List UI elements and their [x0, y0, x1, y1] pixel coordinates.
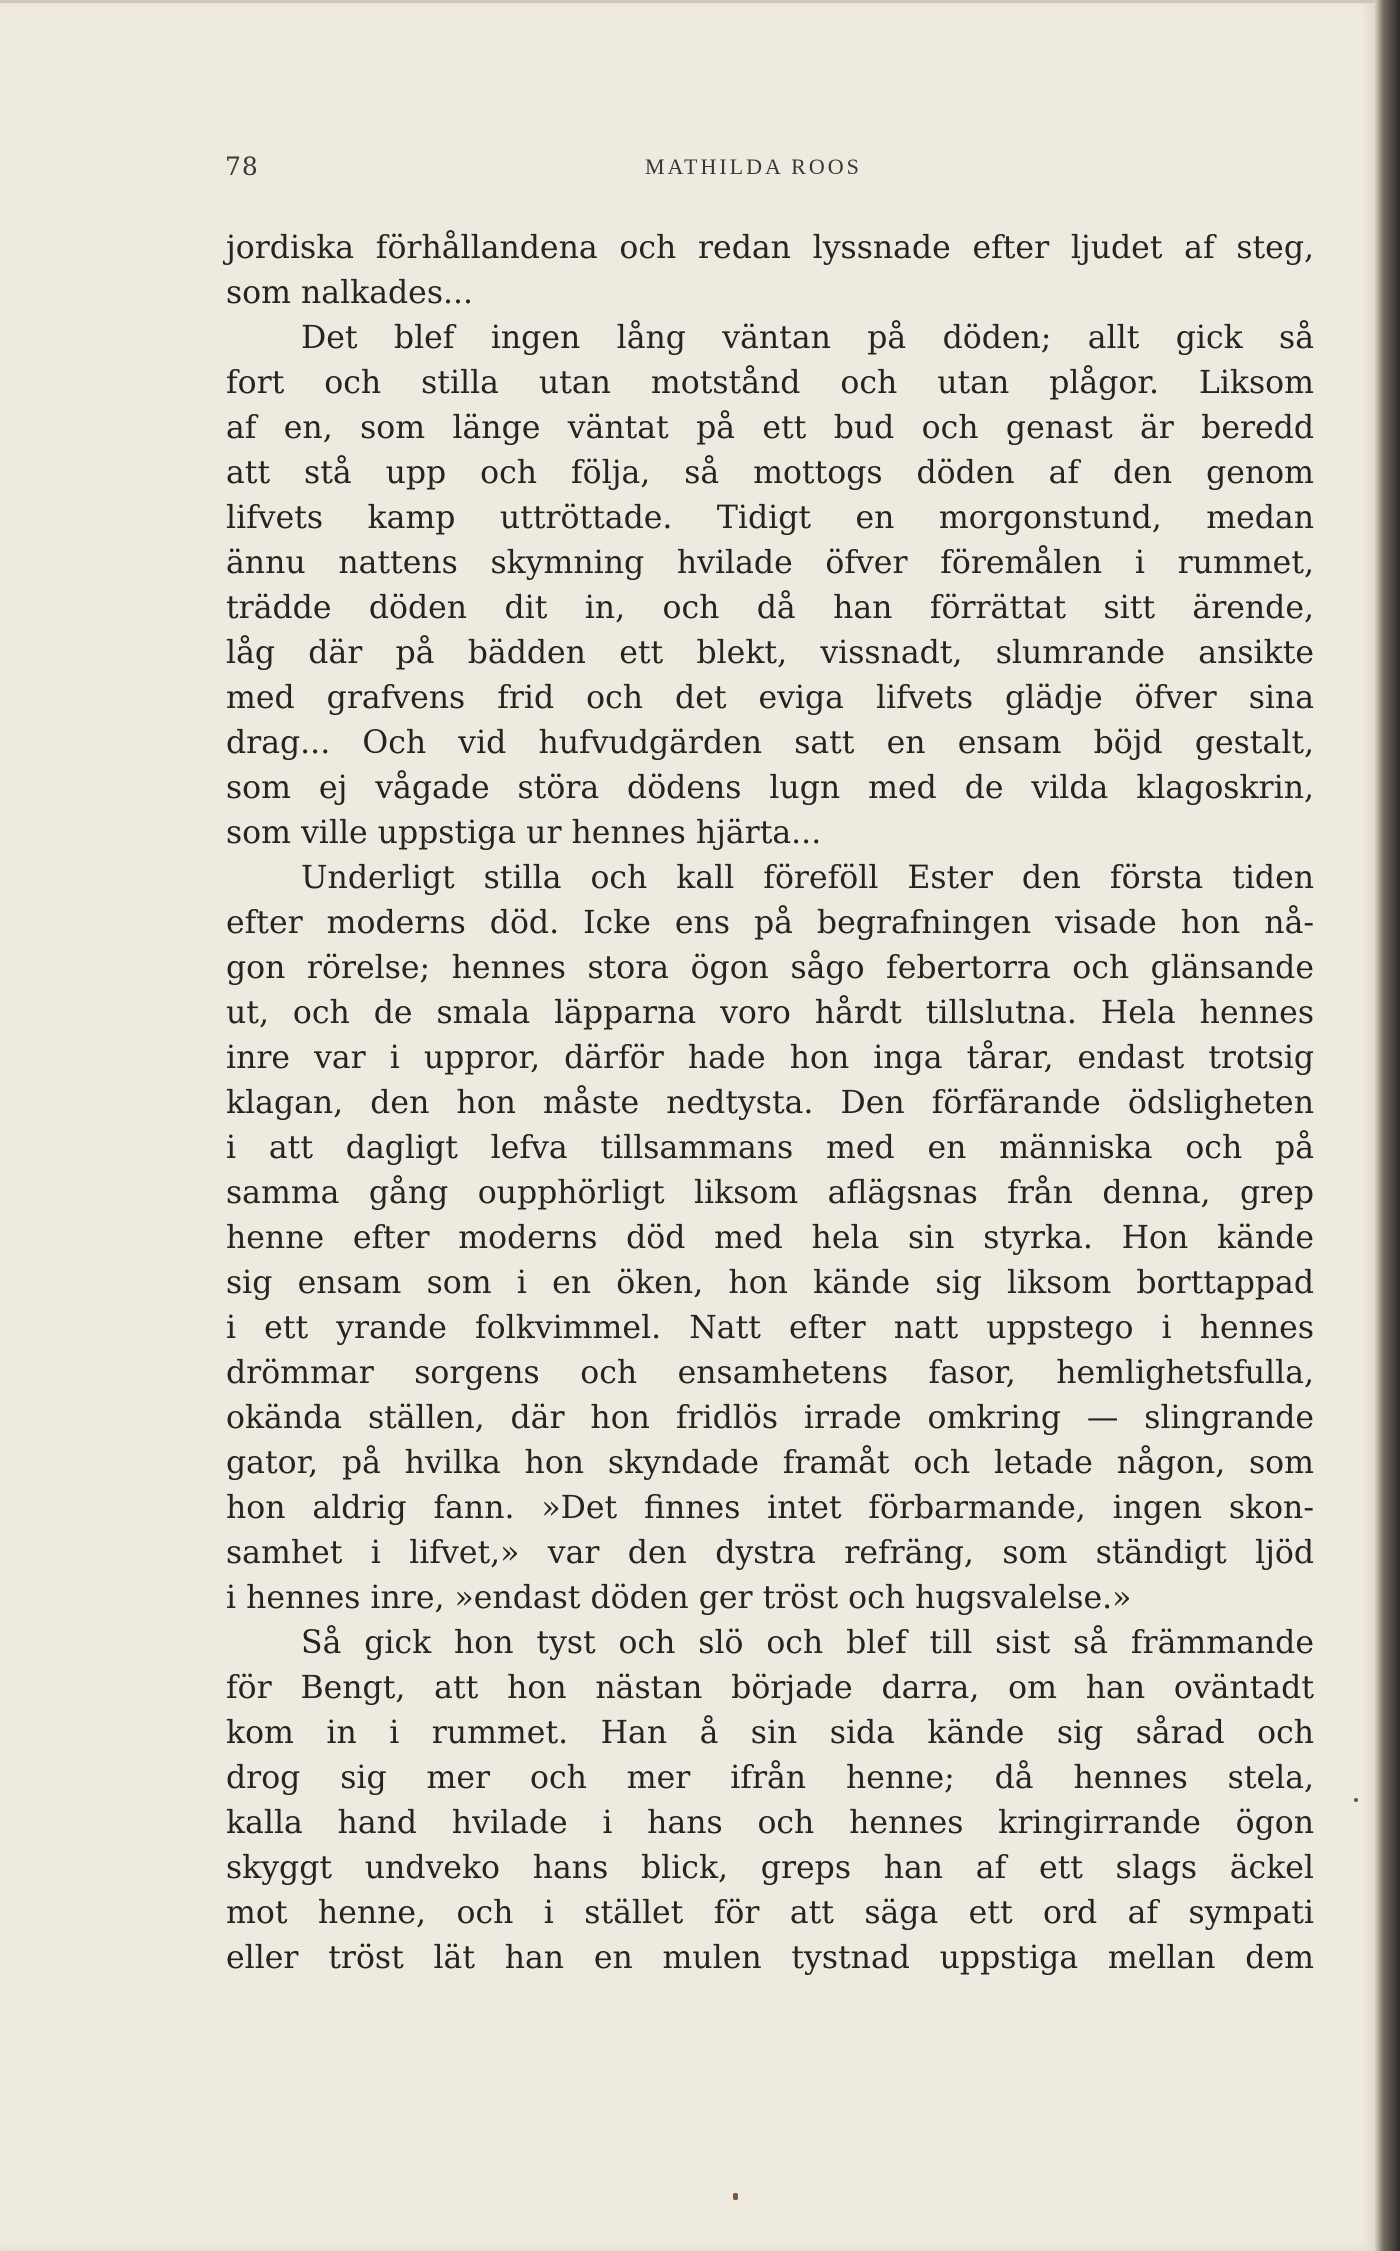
text-line: samma gång oupphörligt liksom aflägsnas från denna, grep — [226, 1175, 1314, 1211]
text-line: ut, och de smala läpparna voro hårdt tillslutna. Hela hennes — [226, 995, 1314, 1031]
text-line: henne efter moderns död med hela sin styrka. Hon kände — [226, 1220, 1314, 1256]
text-line: i hennes inre, »endast döden ger tröst och hugsvalelse.» — [226, 1580, 1132, 1616]
text-line: gator, på hvilka hon skyndade framåt och letade någon, som — [226, 1445, 1314, 1481]
text-line: jordiska förhållandena och redan lyssnade efter ljudet af steg, — [226, 230, 1314, 266]
text-line: fort och stilla utan motstånd och utan plågor. Liksom — [226, 365, 1314, 401]
text-line: låg där på bädden ett blekt, vissnadt, slumrande ansikte — [226, 635, 1314, 671]
text-line: ännu nattens skymning hvilade öfver föremålen i rummet, — [226, 545, 1314, 581]
text-line: med grafvens frid och det eviga lifvets glädje öfver sina — [226, 680, 1314, 716]
page-top-edge — [0, 0, 1375, 3]
page-binding-edge — [1375, 0, 1400, 2251]
paper-speck — [733, 2193, 738, 2200]
text-line: som nalkades... — [226, 275, 474, 311]
text-line: hon aldrig fann. »Det finnes intet förbarmande, ingen skon- — [226, 1490, 1314, 1526]
body-text — [226, 226, 1314, 1981]
text-line: Så gick hon tyst och slö och blef till sist så främmande — [301, 1625, 1314, 1661]
text-line: samhet i lifvet,» var den dystra refräng, som ständigt ljöd — [226, 1535, 1314, 1571]
text-line: drog sig mer och mer ifrån henne; då hennes stela, — [226, 1760, 1314, 1796]
page-number: 78 — [225, 152, 259, 181]
text-line: i att dagligt lefva tillsammans med en människa och på — [226, 1130, 1314, 1166]
running-title: MATHILDA ROOS — [645, 154, 862, 179]
text-line: sig ensam som i en öken, hon kände sig liksom borttappad — [226, 1265, 1314, 1301]
text-line: som ej vågade störa dödens lugn med de vilda klagoskrin, — [226, 770, 1314, 806]
text-line: kalla hand hvilade i hans och hennes kringirrande ögon — [226, 1805, 1314, 1841]
paper-speck — [1354, 1798, 1358, 1802]
text-line: Det blef ingen lång väntan på döden; allt gick så — [301, 320, 1314, 356]
text-line: efter moderns död. Icke ens på begrafningen visade hon nå- — [226, 905, 1314, 941]
text-line: i ett yrande folkvimmel. Natt efter natt uppstego i hennes — [226, 1310, 1314, 1346]
text-line: trädde döden dit in, och då han förrättat sitt ärende, — [226, 590, 1314, 626]
text-line: som ville uppstiga ur hennes hjärta... — [226, 815, 822, 851]
text-line: för Bengt, att hon nästan började darra, om han oväntadt — [226, 1670, 1314, 1706]
text-line: mot henne, och i stället för att säga ett ord af sympati — [226, 1895, 1314, 1931]
text-line: eller tröst lät han en mulen tystnad uppstiga mellan dem — [226, 1940, 1314, 1976]
text-line: Underligt stilla och kall föreföll Ester den första tiden — [301, 860, 1314, 896]
running-header — [225, 152, 1325, 188]
text-line: klagan, den hon måste nedtysta. Den förfärande ödsligheten — [226, 1085, 1314, 1121]
text-line: att stå upp och följa, så mottogs döden af den genom — [226, 455, 1314, 491]
text-line: gon rörelse; hennes stora ögon sågo febertorra och glänsande — [226, 950, 1314, 986]
text-line: skyggt undveko hans blick, greps han af ett slags äckel — [226, 1850, 1314, 1886]
text-line: drag... Och vid hufvudgärden satt en ensam böjd gestalt, — [226, 725, 1314, 761]
text-line: drömmar sorgens och ensamhetens fasor, hemlighetsfulla, — [226, 1355, 1314, 1391]
text-line: okända ställen, där hon fridlös irrade omkring — slingrande — [226, 1400, 1314, 1436]
text-line: af en, som länge väntat på ett bud och genast är beredd — [226, 410, 1314, 446]
text-line: kom in i rummet. Han å sin sida kände sig sårad och — [226, 1715, 1314, 1751]
text-line: lifvets kamp uttröttade. Tidigt en morgonstund, medan — [226, 500, 1314, 536]
text-line: inre var i uppror, därför hade hon inga tårar, endast trotsig — [226, 1040, 1314, 1076]
